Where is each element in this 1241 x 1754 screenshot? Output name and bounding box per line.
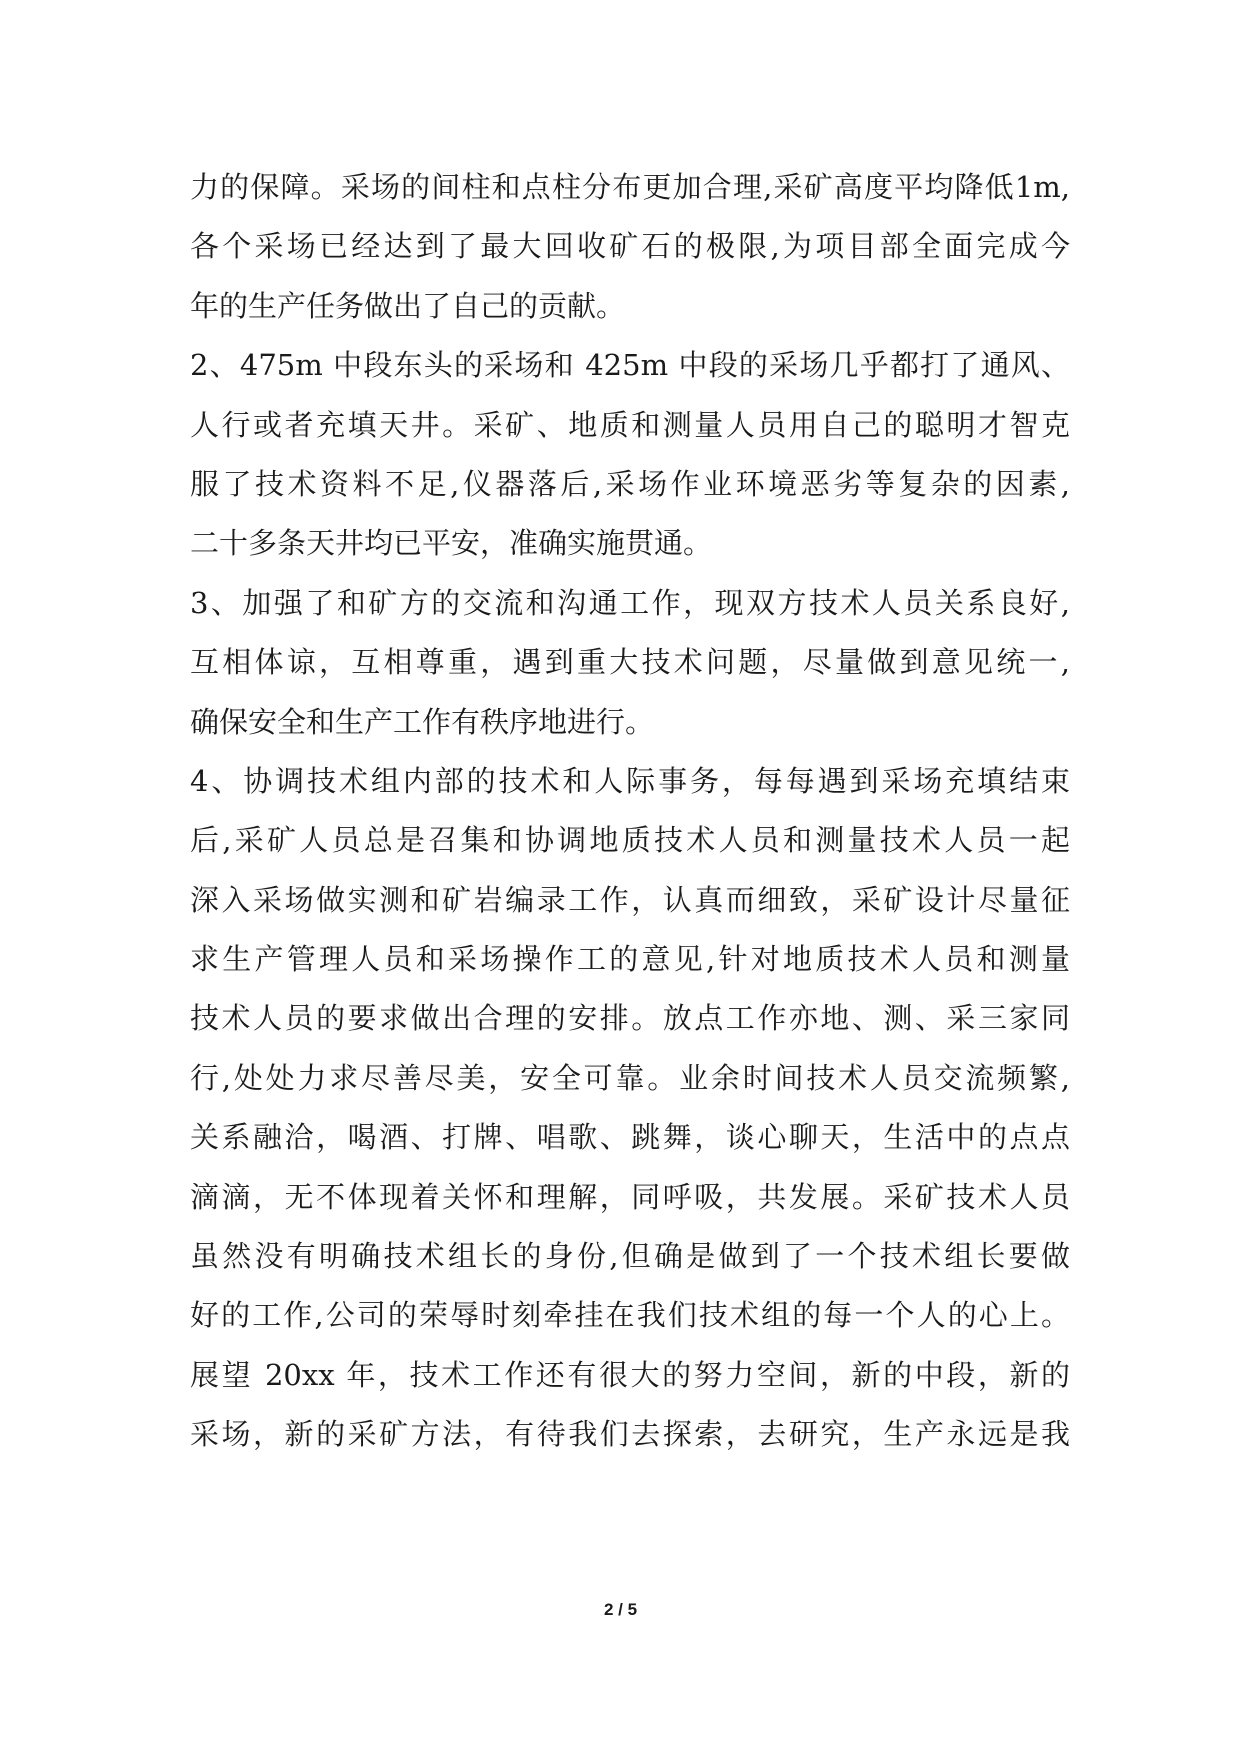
text-line: 力的保障。采场的间柱和点柱分布更加合理,采矿高度平均降低1m, (190, 170, 1070, 204)
body-text (190, 158, 1070, 1465)
text-line: 虽然没有明确技术组长的身份,但确是做到了一个技术组长要做 (190, 1239, 1070, 1274)
text-line: 关系融洽，喝酒、打牌、唱歌、跳舞，谈心聊天，生活中的点点 (190, 1120, 1070, 1155)
text-line: 服了技术资料不足,仪器落后,采场作业环境恶劣等复杂的因素, (190, 466, 1070, 501)
text-line: 4、协调技术组内部的技术和人际事务，每每遇到采场充填结束 (190, 763, 1070, 798)
text-line: 行,处处力求尽善尽美，安全可靠。业余时间技术人员交流频繁, (190, 1060, 1070, 1095)
text-line: 确保安全和生产工作有秩序地进行。 (190, 704, 655, 739)
text-line: 滴滴，无不体现着关怀和理解，同呼吸，共发展。采矿技术人员 (190, 1179, 1070, 1214)
text-line: 年的生产任务做出了自己的贡献。 (190, 288, 626, 323)
page-number: 2 / 5 (603, 1600, 638, 1619)
text-line: 二十多条天井均已平安，准确实施贯通。 (190, 526, 713, 561)
text-line: 2、475m 中段东头的采场和 425m 中段的采场几乎都打了通风、 (190, 348, 1070, 383)
text-line: 后,采矿人员总是召集和协调地质技术人员和测量技术人员一起 (190, 823, 1070, 858)
text-line: 人行或者充填天井。采矿、地质和测量人员用自己的聪明才智克 (190, 407, 1070, 442)
text-line: 互相体谅，互相尊重，遇到重大技术问题，尽量做到意见统一, (190, 645, 1070, 680)
text-line: 3、加强了和矿方的交流和沟通工作，现双方技术人员关系良好, (190, 585, 1070, 620)
text-line: 展望 20xx 年，技术工作还有很大的努力空间，新的中段，新的 (190, 1357, 1070, 1392)
text-line: 采场，新的采矿方法，有待我们去探索，去研究，生产永远是我 (190, 1417, 1070, 1452)
text-line: 好的工作,公司的荣辱时刻牵挂在我们技术组的每一个人的心上。 (190, 1298, 1070, 1333)
text-line: 求生产管理人员和采场操作工的意见,针对地质技术人员和测量 (190, 942, 1070, 977)
text-line: 各个采场已经达到了最大回收矿石的极限,为项目部全面完成今 (190, 229, 1070, 264)
text-line: 技术人员的要求做出合理的安排。放点工作亦地、测、采三家同 (190, 1001, 1070, 1036)
text-line: 深入采场做实测和矿岩编录工作，认真而细致，采矿设计尽量征 (190, 882, 1070, 917)
